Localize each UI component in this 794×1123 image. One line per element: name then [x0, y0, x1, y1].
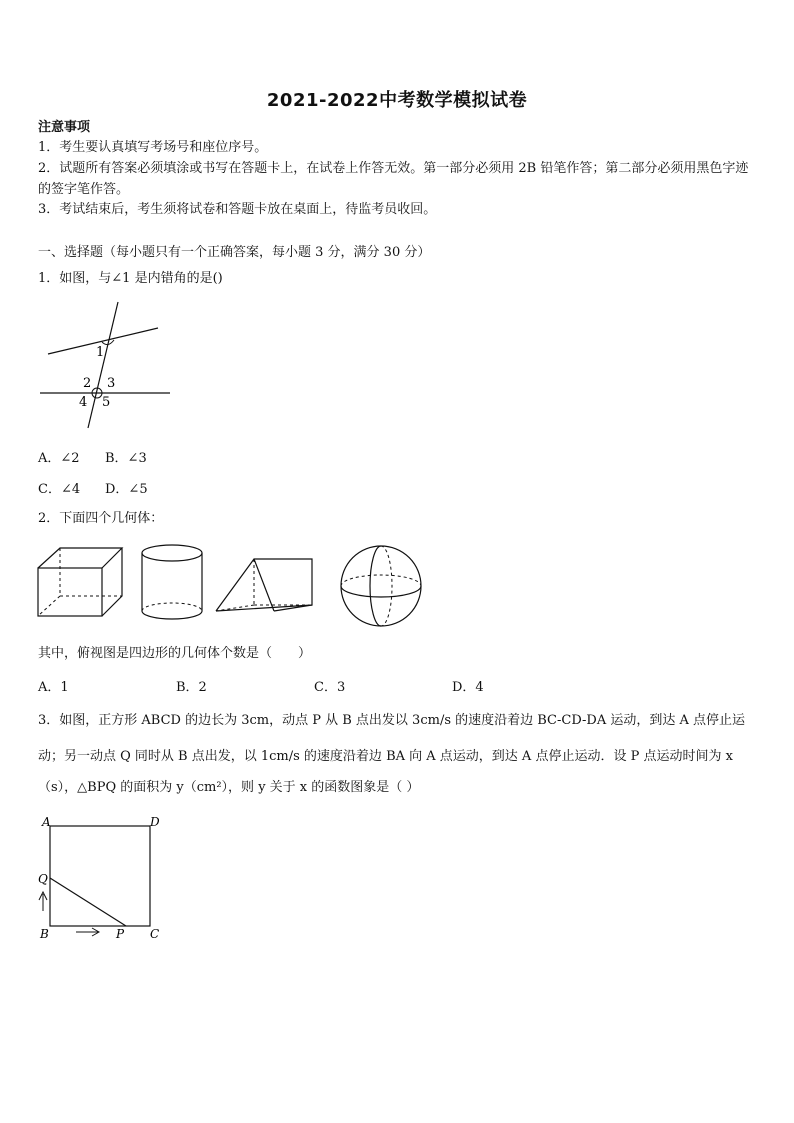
q2-stem: 2．下面四个几何体： [38, 511, 164, 526]
notice-item-1: 1．考生要认真填写考场号和座位序号。 [38, 140, 268, 155]
q1-figure [36, 298, 176, 433]
q1-label-4: 4 [79, 395, 88, 410]
q1-option-d: D．∠5 [105, 482, 148, 497]
label-d: D [150, 815, 160, 829]
q2-option-d: D．4 [452, 680, 484, 695]
label-p: P [116, 927, 125, 941]
section-heading: 一、选择题（每小题只有一个正确答案，每小题 3 分，满分 30 分） [38, 245, 431, 260]
cylinder-figure [138, 543, 208, 623]
notice-item-2: 2．试题所有答案必须填涂或书写在答题卡上，在试卷上作答无效。第一部分必须用 2B 铅笔作答；第二部分必须用黑色字迹的签字笔作答。 [38, 161, 749, 197]
q1-option-b: B．∠3 [105, 451, 147, 466]
triangular-prism-figure [214, 553, 324, 623]
q1-option-a: A．∠2 [38, 451, 80, 466]
q3-line-2: 动；另一动点 Q 同时从 B 点出发，以 1cm/s 的速度沿着边 BA 向 A 点运动，到达 A 点停止运动．设 P 点运动时间为 x [38, 749, 733, 764]
q1-option-c: C．∠4 [38, 482, 81, 497]
label-q: Q [38, 872, 48, 886]
q1-label-1: 1 [96, 345, 105, 360]
q1-stem: 1．如图，与∠1 是内错角的是() [38, 271, 223, 286]
label-b: B [40, 927, 49, 941]
q2-option-b: B．2 [176, 680, 207, 695]
q3-line-1: 3．如图，正方形 ABCD 的边长为 3cm，动点 P 从 B 点出发以 3cm/s 的速度沿着边 BC-CD-DA 运动，到达 A 点停止运 [38, 713, 745, 728]
q2-question: 其中，俯视图是四边形的几何体个数是（ ） [38, 646, 312, 661]
label-a: A [42, 815, 51, 829]
sphere-figure [338, 543, 428, 633]
notice-item-3: 3．考试结束后，考生须将试卷和答题卡放在桌面上，待监考员收回。 [38, 202, 437, 217]
q1-label-5: 5 [102, 395, 111, 410]
q2-option-a: A．1 [38, 680, 69, 695]
cube-figure [36, 546, 126, 621]
page-title: 2021-2022中考数学模拟试卷 [266, 90, 528, 111]
segment-qp [50, 878, 126, 926]
q3-line-3: （s），△BPQ 的面积为 y（cm²），则 y 关于 x 的函数图象是（ ） [38, 780, 420, 795]
q2-option-c: C．3 [314, 680, 346, 695]
notice-heading: 注意事项 [38, 120, 91, 135]
label-c: C [150, 927, 160, 941]
square-abcd [50, 826, 150, 926]
q1-label-3: 3 [107, 376, 116, 391]
q3-figure [36, 814, 176, 944]
q1-label-2: 2 [83, 376, 92, 391]
